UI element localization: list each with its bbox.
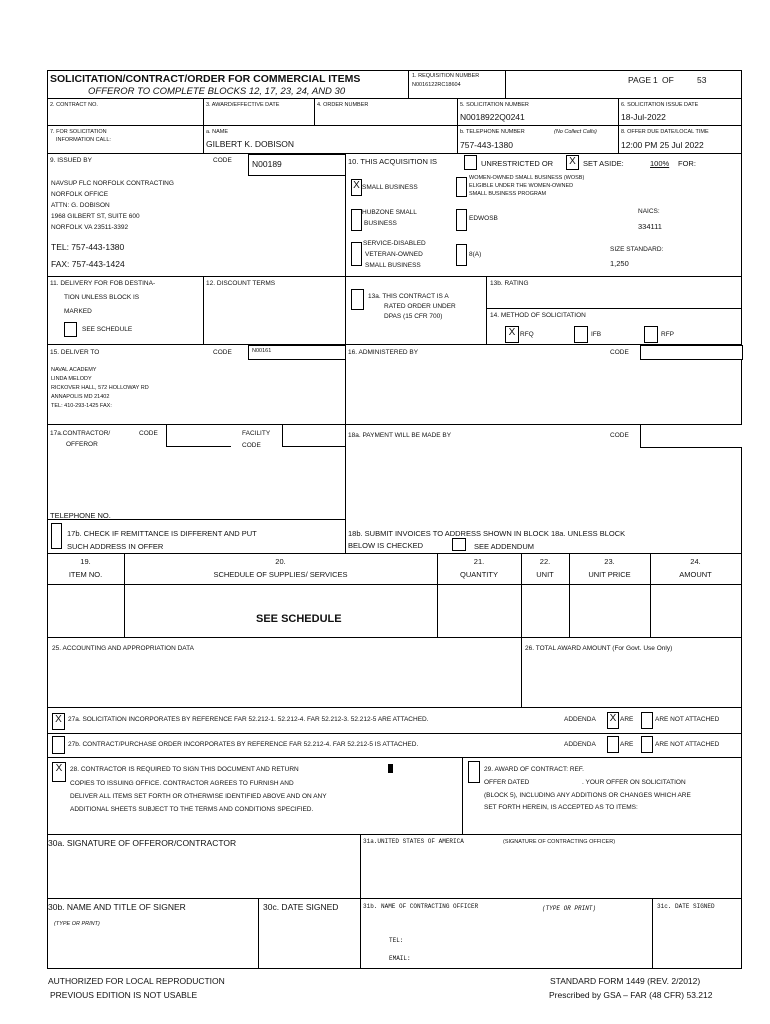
contractor-label: 17a.CONTRACTOR/ <box>50 430 111 437</box>
ifb-label: IFB <box>591 331 602 338</box>
addenda-27b-are-checkbox[interactable] <box>607 736 619 753</box>
clause-27b-checkbox[interactable] <box>52 736 65 754</box>
administered-by-code-field[interactable] <box>640 345 743 360</box>
naics-label: NAICS: <box>638 208 660 215</box>
wosb-label-3: SMALL BUSINESS PROGRAM <box>469 191 547 197</box>
issued-by-line: NAVSUP FLC NORFOLK CONTRACTING <box>51 180 174 187</box>
col-quantity-header: QUANTITY <box>460 570 498 579</box>
acquisition-label: 10. THIS ACQUISITION IS <box>348 157 438 166</box>
fob-see-schedule-checkbox[interactable] <box>64 322 77 337</box>
clause-29-line: OFFER DATED <box>484 779 530 786</box>
requisition-label: 1. REQUISITION NUMBER <box>412 73 480 79</box>
signature-usa-label: 31a.UNITED STATES OF AMERICA <box>363 838 464 845</box>
issued-by-fax: FAX: 757-443-1424 <box>51 259 125 269</box>
officer-email-label: EMAIL: <box>389 955 411 962</box>
info-call-label: 7. FOR SOLICITATION <box>50 129 107 135</box>
col-quantity-number: 21. <box>473 557 485 566</box>
payment-code-label: CODE <box>610 432 629 439</box>
issued-by-code-label: CODE <box>213 157 232 164</box>
phone-label: b. TELEPHONE NUMBER <box>460 129 525 135</box>
set-aside-checkbox[interactable]: X <box>566 155 579 170</box>
size-standard-value: 1,250 <box>610 259 629 268</box>
edwosb-checkbox[interactable] <box>456 209 467 231</box>
solicitation-number-label: 5. SOLICITATION NUMBER <box>460 102 529 108</box>
contract-no-label: 2. CONTRACT NO. <box>50 102 98 108</box>
rated-order-label-3: DPAS (15 CFR 700) <box>384 313 443 320</box>
officer-tel-label: TEL: <box>389 937 404 944</box>
info-call-label-2: INFORMATION CALL: <box>56 137 111 143</box>
eight-a-checkbox[interactable] <box>456 244 467 266</box>
deliver-to-line: TEL: 410-293-1425 FAX: <box>51 403 112 409</box>
issued-by-code-field[interactable] <box>248 154 346 176</box>
clause-27a-text: 27a. SOLICITATION INCORPORATES BY REFERENCE FAR 52.212-1. 52.212-4. FAR 52.212-3. 52.212-5 ARE ATTACHED. <box>68 716 429 723</box>
clause-27b-text: 27b. CONTRACT/PURCHASE ORDER INCORPORATES BY REFERENCE FAR 52.212-4. FAR 52.212-5 IS ATTACHED. <box>68 741 419 748</box>
form-subtitle: OFFEROR TO COMPLETE BLOCKS 12, 17, 23, 24, AND 30 <box>88 86 346 97</box>
addendum-checkbox[interactable] <box>452 538 466 551</box>
addendum-label: SEE ADDENDUM <box>474 542 535 551</box>
contact-name[interactable]: GILBERT K. DOBISON <box>206 139 295 149</box>
issue-date[interactable]: 18-Jul-2022 <box>621 112 666 122</box>
clause-28-line: COPIES TO ISSUING OFFICE. CONTRACTOR AGREES TO FURNISH AND <box>70 780 294 787</box>
invoice-label: 18b. SUBMIT INVOICES TO ADDRESS SHOWN IN BLOCK 18a. UNLESS BLOCK <box>348 529 626 538</box>
offer-due-date[interactable]: 12:00 PM 25 Jul 2022 <box>621 140 704 150</box>
total-award-label: 26. TOTAL AWARD AMOUNT (For Govt. Use Only) <box>525 645 673 652</box>
col-unit-header: UNIT <box>536 570 554 579</box>
rfp-label: RFP <box>661 331 674 338</box>
rated-order-label: 13a. THIS CONTRACT IS A <box>368 293 449 300</box>
signer-name-label: 30b. NAME AND TITLE OF SIGNER <box>48 902 186 912</box>
payment-label: 18a. PAYMENT WILL BE MADE BY <box>348 432 452 439</box>
solicitation-number[interactable]: N0018922Q0241 <box>460 112 525 122</box>
deliver-to-line: ANNAPOLIS MD 21402 <box>51 394 110 400</box>
col-unit-number: 22. <box>539 557 551 566</box>
addenda-27a-are-not: ARE NOT ATTACHED <box>655 716 720 723</box>
addenda-27a-are-checkbox[interactable]: X <box>607 712 619 729</box>
telephone-label: TELEPHONE NO. <box>50 511 111 520</box>
set-aside-for: FOR: <box>678 159 696 168</box>
invoice-label-2: BELOW IS CHECKED <box>348 541 424 550</box>
wosb-checkbox[interactable] <box>456 177 467 197</box>
payment-code-field[interactable] <box>640 425 742 448</box>
deliver-to-code-label: CODE <box>213 349 232 356</box>
see-schedule-text: SEE SCHEDULE <box>256 613 342 625</box>
hubzone-label-2: BUSINESS <box>364 220 397 227</box>
clause-29-line: . YOUR OFFER ON SOLICITATION <box>582 779 686 786</box>
rated-order-checkbox[interactable] <box>351 289 364 310</box>
order-number-label: 4. ORDER NUMBER <box>317 102 369 108</box>
addenda-27a-are-not-checkbox[interactable] <box>641 712 653 729</box>
sdvosb-checkbox[interactable] <box>351 242 362 266</box>
administered-by-label: 16. ADMINISTERED BY <box>348 349 419 356</box>
fob-see-schedule-label: SEE SCHEDULE <box>82 326 133 333</box>
wosb-label-2: ELIGIBLE UNDER THE WOMEN-OWNED <box>469 183 574 189</box>
clause-29-checkbox[interactable] <box>468 761 480 783</box>
col-unit-price-header: UNIT PRICE <box>588 570 631 579</box>
remittance-checkbox[interactable] <box>51 523 62 549</box>
clause-29-line: (BLOCK 5), INCLUDING ANY ADDITIONS OR CHANGES WHICH ARE <box>484 792 691 799</box>
page-total: 53 <box>697 75 707 85</box>
discount-terms-label: 12. DISCOUNT TERMS <box>206 280 276 287</box>
fob-label-3: MARKED <box>64 308 92 315</box>
footer-prescribed-by: Prescribed by GSA – FAR (48 CFR) 53.212 <box>549 990 713 1000</box>
administered-by-code-label: CODE <box>610 349 629 356</box>
rfq-checkbox[interactable]: X <box>505 326 519 343</box>
issued-by-label: 9. ISSUED BY <box>50 157 92 164</box>
rfp-checkbox[interactable] <box>644 326 658 343</box>
col-item-number: 19. <box>80 557 91 566</box>
edwosb-label: EDWOSB <box>469 215 498 222</box>
signer-name-note: (TYPE OR PRINT) <box>54 921 100 927</box>
date-signed-label: 30c. DATE SIGNED <box>263 902 339 912</box>
hubzone-checkbox[interactable] <box>351 209 362 231</box>
deliver-to-code-field[interactable] <box>248 345 346 360</box>
officer-name-label: 31b. NAME OF CONTRACTING OFFICER <box>363 903 479 910</box>
issued-by-line: 1968 GILBERT ST, SUITE 600 <box>51 213 140 220</box>
unrestricted-checkbox[interactable] <box>464 155 477 170</box>
clause-28-line: 28. CONTRACTOR IS REQUIRED TO SIGN THIS DOCUMENT AND RETURN <box>70 766 299 773</box>
officer-name-note: (TYPE OR PRINT) <box>542 905 597 912</box>
hubzone-label: HUBZONE SMALL <box>362 209 417 216</box>
small-business-checkbox[interactable]: X <box>351 179 362 196</box>
addenda-27a-are: ARE <box>620 716 634 723</box>
page-number: 1 <box>653 75 658 85</box>
signature-officer-note: (SIGNATURE OF CONTRACTING OFFICER) <box>503 839 616 845</box>
clause-28-line: ADDITIONAL SHEETS SUBJECT TO THE TERMS AND CONDITIONS SPECIFIED. <box>70 806 314 813</box>
award-date-label: 3. AWARD/EFFECTIVE DATE <box>206 102 280 108</box>
fob-label: 11. DELIVERY FOR FOB DESTINA- <box>50 280 156 287</box>
footer-previous-edition: PREVIOUS EDITION IS NOT USABLE <box>50 990 198 1000</box>
size-standard-label: SIZE STANDARD: <box>610 246 664 253</box>
method-label: 14. METHOD OF SOLICITATION <box>490 312 586 319</box>
page-label: PAGE <box>628 75 651 85</box>
contractor-code-field[interactable] <box>166 425 231 447</box>
sdvosb-label-3: SMALL BUSINESS <box>365 262 421 269</box>
form-title: SOLICITATION/CONTRACT/ORDER FOR COMMERCIAL ITEMS <box>50 73 361 85</box>
addenda-27b-are: ARE <box>620 741 634 748</box>
eight-a-label: 8(A) <box>469 251 482 258</box>
sdvosb-label: SERVICE-DISABLED <box>363 240 426 247</box>
facility-label-2: CODE <box>242 442 261 449</box>
addenda-27b-are-not: ARE NOT ATTACHED <box>655 741 720 748</box>
issued-by-line: NORFOLK OFFICE <box>51 191 109 198</box>
clause-28-line: DELIVER ALL ITEMS SET FORTH OR OTHERWISE IDENTIFIED ABOVE AND ON ANY <box>70 793 327 800</box>
rfq-label: RFQ <box>520 331 534 338</box>
contact-phone[interactable]: 757-443-1380 <box>460 140 513 150</box>
addenda-27a-label: ADDENDA <box>564 716 596 723</box>
sdvosb-label-2: VETERAN-OWNED <box>365 251 423 258</box>
rating-label: 13b. RATING <box>490 280 529 287</box>
addenda-27b-label: ADDENDA <box>564 741 596 748</box>
name-label: a. NAME <box>206 129 229 135</box>
remittance-label: 17b. CHECK IF REMITTANCE IS DIFFERENT AND PUT <box>67 529 257 538</box>
deliver-to-code: N00161 <box>252 348 272 354</box>
addenda-27b-are-not-checkbox[interactable] <box>641 736 653 753</box>
facility-label: FACILITY <box>242 430 271 437</box>
phone-note: (No Collect Calls) <box>554 129 597 135</box>
issue-date-label: 6. SOLICITATION ISSUE DATE <box>621 102 699 108</box>
requisition-number[interactable]: N0016122RC18604 <box>412 82 461 88</box>
clause-29-line: SET FORTH HEREIN, IS ACCEPTED AS TO ITEMS: <box>484 804 638 811</box>
footer-reproduction: AUTHORIZED FOR LOCAL REPRODUCTION <box>48 976 225 986</box>
ifb-checkbox[interactable] <box>574 326 588 343</box>
issued-by-line: NORFOLK VA 23511-3392 <box>51 224 129 231</box>
clause-27a-checkbox[interactable]: X <box>52 713 65 730</box>
col-schedule-header: SCHEDULE OF SUPPLIES/ SERVICES <box>213 570 348 579</box>
contractor-code-label: CODE <box>139 430 158 437</box>
issued-by-code: N00189 <box>252 159 282 169</box>
remittance-label-2: SUCH ADDRESS IN OFFER <box>67 542 164 551</box>
unrestricted-label: UNRESTRICTED OR <box>481 159 554 168</box>
page-of: OF <box>662 75 674 85</box>
set-aside-label: SET ASIDE: <box>583 159 624 168</box>
clause-28-checkbox[interactable]: X <box>52 762 66 782</box>
fob-label-2: TION UNLESS BLOCK IS <box>64 294 140 301</box>
wosb-label: WOMEN-OWNED SMALL BUSINESS (WOSB) <box>469 175 585 181</box>
col-unit-price-number: 23. <box>604 557 615 566</box>
offer-due-label: 8. OFFER DUE DATE/LOCAL TIME <box>621 129 709 135</box>
deliver-to-line: RICKOVER HALL, 572 HOLLOWAY RD <box>51 385 149 391</box>
col-schedule-number: 20. <box>275 557 286 566</box>
footer-form-number: STANDARD FORM 1449 (REV. 2/2012) <box>550 976 701 986</box>
facility-code-field[interactable] <box>282 425 345 447</box>
issued-by-line: ATTN: G. DOBISON <box>51 202 110 209</box>
clause-29-line: 29. AWARD OF CONTRACT: REF. <box>484 766 584 773</box>
col-amount-header: AMOUNT <box>679 570 712 579</box>
naics-value: 334111 <box>638 222 662 231</box>
col-amount-number: 24. <box>690 557 701 566</box>
copies-marker <box>388 764 393 773</box>
set-aside-percent: 100% <box>650 159 670 168</box>
accounting-label: 25. ACCOUNTING AND APPROPRIATION DATA <box>52 645 194 652</box>
officer-date-label: 31c. DATE SIGNED <box>657 903 715 910</box>
deliver-to-label: 15. DELIVER TO <box>50 349 100 356</box>
signature-offeror-label: 30a. SIGNATURE OF OFFEROR/CONTRACTOR <box>48 838 237 848</box>
col-item-header: ITEM NO. <box>68 570 103 579</box>
deliver-to-line: LINDA MELODY <box>51 376 92 382</box>
deliver-to-line: NAVAL ACADEMY <box>51 367 97 373</box>
rated-order-label-2: RATED ORDER UNDER <box>384 303 456 310</box>
contractor-label-2: OFFEROR <box>66 441 98 448</box>
issued-by-tel: TEL: 757-443-1380 <box>51 242 125 252</box>
small-business-label: SMALL BUSINESS <box>362 184 418 191</box>
